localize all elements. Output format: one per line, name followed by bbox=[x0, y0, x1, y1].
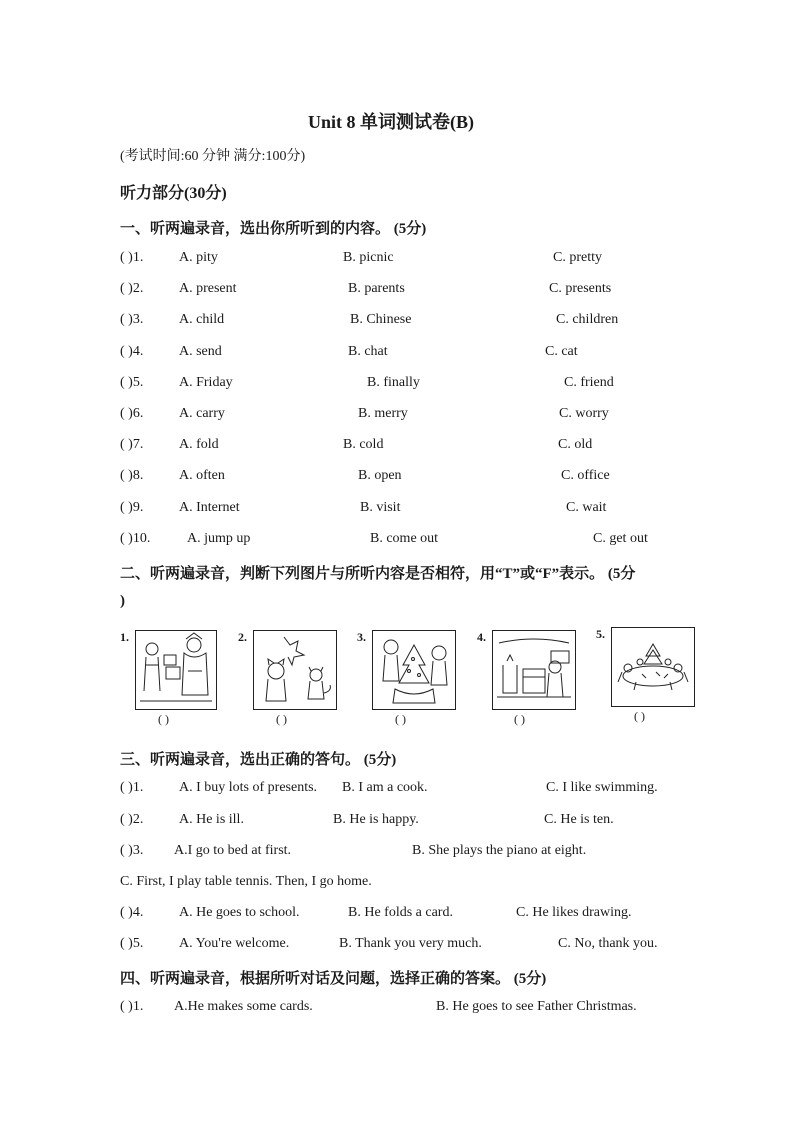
s4-q1-option-a: A.He makes some cards. bbox=[174, 999, 313, 1014]
s1-q7-option-c: C. old bbox=[558, 437, 593, 452]
s1-q5-option-c: C. friend bbox=[564, 375, 614, 390]
s3-q3-number: ( )3. bbox=[120, 843, 144, 858]
s1-q7-option-a: A. fold bbox=[179, 437, 219, 452]
picture-3-number: 3. bbox=[357, 630, 366, 644]
s3-q5-number: ( )5. bbox=[120, 936, 144, 951]
s3-q2-option-b: B. He is happy. bbox=[333, 812, 419, 827]
s1-q1-option-a: A. pity bbox=[179, 250, 218, 265]
listening-header: 听力部分(30分) bbox=[120, 185, 227, 202]
s3-q4-option-b: B. He folds a card. bbox=[348, 905, 453, 920]
picture-2-answer-blank[interactable]: ( ) bbox=[276, 712, 287, 726]
picture-1-number: 1. bbox=[120, 630, 129, 644]
exam-info: (考试时间:60 分钟 满分:100分) bbox=[120, 149, 306, 164]
s3-q3-option-b: B. She plays the piano at eight. bbox=[412, 843, 587, 858]
s1-q3-number: ( )3. bbox=[120, 312, 144, 327]
picture-5-number: 5. bbox=[596, 627, 605, 641]
s1-q6-option-c: C. worry bbox=[559, 406, 609, 421]
party-table-icon bbox=[611, 627, 695, 707]
section2-heading-cont: ) bbox=[120, 593, 125, 609]
s1-q9-number: ( )9. bbox=[120, 500, 144, 515]
s1-q2-option-c: C. presents bbox=[549, 281, 612, 296]
s1-q6-number: ( )6. bbox=[120, 406, 144, 421]
s1-q5-number: ( )5. bbox=[120, 375, 144, 390]
s1-q4-option-c: C. cat bbox=[545, 344, 578, 359]
section2-heading: 二、听两遍录音，判断下列图片与所听内容是否相符，用“T”或“F”表示。 (5分 bbox=[120, 566, 636, 582]
s1-q1-option-b: B. picnic bbox=[343, 250, 394, 265]
s1-q10-option-c: C. get out bbox=[593, 531, 648, 546]
s1-q3-option-a: A. child bbox=[179, 312, 225, 327]
s3-q4-option-c: C. He likes drawing. bbox=[516, 905, 632, 920]
s1-q9-option-b: B. visit bbox=[360, 500, 401, 515]
s1-q9-option-a: A. Internet bbox=[179, 500, 240, 515]
s3-q5-option-c: C. No, thank you. bbox=[558, 936, 658, 951]
section3-heading: 三、听两遍录音，选出正确的答句。 (5分) bbox=[120, 752, 397, 768]
father-christmas-presents-icon bbox=[135, 630, 217, 710]
s3-q1-number: ( )1. bbox=[120, 780, 144, 795]
picture-4-number: 4. bbox=[477, 630, 486, 644]
s1-q10-number: ( )10. bbox=[120, 531, 151, 546]
page-title: Unit 8 单词测试卷(B) bbox=[308, 112, 474, 132]
s3-q1-option-a: A. I buy lots of presents. bbox=[179, 780, 318, 795]
s1-q10-option-a: A. jump up bbox=[187, 531, 251, 546]
s3-q5-option-a: A. You're welcome. bbox=[179, 936, 290, 951]
christmas-tree-kids-icon bbox=[372, 630, 456, 710]
s1-q7-number: ( )7. bbox=[120, 437, 144, 452]
s3-q2-number: ( )2. bbox=[120, 812, 144, 827]
picture-4-answer-blank[interactable]: ( ) bbox=[514, 712, 525, 726]
s1-q1-option-c: C. pretty bbox=[553, 250, 602, 265]
s1-q5-option-a: A. Friday bbox=[179, 375, 233, 390]
s1-q5-option-b: B. finally bbox=[367, 375, 420, 390]
s3-q1-option-b: B. I am a cook. bbox=[342, 780, 428, 795]
s3-q3-option-c: C. First, I play table tennis. Then, I go home. bbox=[120, 874, 372, 889]
cat-mouse-icon bbox=[253, 630, 337, 710]
kitchen-scene-icon bbox=[492, 630, 576, 710]
s1-q4-option-a: A. send bbox=[179, 344, 222, 359]
s1-q6-option-b: B. merry bbox=[358, 406, 408, 421]
s4-q1-number: ( )1. bbox=[120, 999, 144, 1014]
s3-q4-number: ( )4. bbox=[120, 905, 144, 920]
s3-q2-option-a: A. He is ill. bbox=[179, 812, 244, 827]
s1-q2-option-a: A. present bbox=[179, 281, 237, 296]
s3-q3-option-a: A.I go to bed at first. bbox=[174, 843, 292, 858]
s1-q3-option-c: C. children bbox=[556, 312, 619, 327]
s1-q8-number: ( )8. bbox=[120, 468, 144, 483]
s1-q9-option-c: C. wait bbox=[566, 500, 607, 515]
section1-heading: 一、听两遍录音，选出你所听到的内容。 (5分) bbox=[120, 221, 427, 237]
s1-q2-number: ( )2. bbox=[120, 281, 144, 296]
s1-q6-option-a: A. carry bbox=[179, 406, 225, 421]
s4-q1-option-b: B. He goes to see Father Christmas. bbox=[436, 999, 637, 1014]
s1-q10-option-b: B. come out bbox=[370, 531, 439, 546]
s3-q4-option-a: A. He goes to school. bbox=[179, 905, 300, 920]
picture-2-number: 2. bbox=[238, 630, 247, 644]
s1-q2-option-b: B. parents bbox=[348, 281, 405, 296]
s1-q8-option-b: B. open bbox=[358, 468, 402, 483]
picture-3-answer-blank[interactable]: ( ) bbox=[395, 712, 406, 726]
picture-5-answer-blank[interactable]: ( ) bbox=[634, 709, 645, 723]
s1-q3-option-b: B. Chinese bbox=[350, 312, 412, 327]
s1-q7-option-b: B. cold bbox=[343, 437, 384, 452]
s3-q1-option-c: C. I like swimming. bbox=[546, 780, 658, 795]
s3-q5-option-b: B. Thank you very much. bbox=[339, 936, 482, 951]
s1-q8-option-c: C. office bbox=[561, 468, 610, 483]
s3-q2-option-c: C. He is ten. bbox=[544, 812, 614, 827]
section4-heading: 四、听两遍录音，根据所听对话及问题，选择正确的答案。 (5分) bbox=[120, 971, 547, 987]
s1-q4-number: ( )4. bbox=[120, 344, 144, 359]
s1-q8-option-a: A. often bbox=[179, 468, 225, 483]
s1-q4-option-b: B. chat bbox=[348, 344, 388, 359]
s1-q1-number: ( )1. bbox=[120, 250, 144, 265]
picture-1-answer-blank[interactable]: ( ) bbox=[158, 712, 169, 726]
